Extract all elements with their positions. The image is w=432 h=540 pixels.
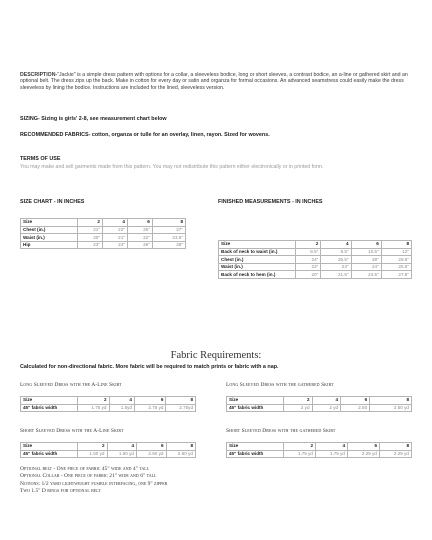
terms-section bbox=[20, 156, 416, 170]
table-cell: 9.5" bbox=[321, 248, 351, 256]
finished-title: FINISHED MEASUREMENTS - IN INCHES bbox=[218, 199, 323, 205]
table-cell: 2.50 yd bbox=[137, 450, 167, 458]
size-chart-table bbox=[20, 218, 186, 249]
row-label: Chest (in.) bbox=[219, 256, 296, 264]
req-table bbox=[20, 442, 196, 458]
req-table-title: Short Sleeved Dress with the gathered Skirt bbox=[226, 428, 336, 434]
description-text: "Jackie" is a simple dress pattern with options for a collar, a sleeveless bodice, long or short sleeves, a contrast bodice, an a-line or gathered skirt and an optional belt. The dress zips up the back. Make in cotton for every day or satin and organza for formal occasions. An advanced seamstress could easily make the dress sleeveless by lining the bodice. Instructions are included for the lined, sleeveless version. bbox=[20, 72, 408, 91]
header-cell: 6 bbox=[134, 397, 166, 405]
table-cell: 20" bbox=[296, 271, 321, 279]
header-cell: 6 bbox=[351, 241, 381, 249]
description-section bbox=[20, 72, 416, 91]
size-chart-title: SIZE CHART - IN INCHES bbox=[20, 199, 85, 205]
header-cell: 2 bbox=[284, 397, 313, 405]
header-cell: 4 bbox=[321, 241, 351, 249]
table-row bbox=[219, 271, 412, 279]
list-item: Two 1.5" D rings for optional belt bbox=[20, 487, 101, 494]
req-table-title: Short Sleeved Dress with the A-Line Skirt bbox=[20, 428, 124, 434]
table-cell: 1.5yd bbox=[109, 404, 134, 412]
row-label: Back of neck to waist (in.) bbox=[219, 248, 296, 256]
header-cell: 2 bbox=[78, 397, 110, 405]
table-cell: 10.5" bbox=[351, 248, 381, 256]
header-cell: Size bbox=[21, 397, 78, 405]
table-cell: 21" bbox=[102, 234, 127, 242]
table-cell: 22" bbox=[296, 263, 321, 271]
header-cell: 2 bbox=[78, 219, 103, 227]
table-cell: 2.25 yd bbox=[348, 450, 380, 458]
table-cell: 28" bbox=[152, 241, 185, 249]
table-cell: 2.50 bbox=[341, 404, 370, 412]
row-label: Hip bbox=[21, 241, 78, 249]
table-cell: 24" bbox=[102, 241, 127, 249]
table-row bbox=[21, 241, 186, 249]
table-cell: 1.50 yd bbox=[107, 450, 137, 458]
header-cell: Size bbox=[21, 443, 78, 451]
header-cell: Size bbox=[227, 397, 284, 405]
header-cell: 4 bbox=[312, 397, 341, 405]
list-item: Optional belt - One piece of fabric 45" wide and 4" tall bbox=[20, 466, 150, 472]
finished-table bbox=[218, 240, 412, 279]
header-cell: 8 bbox=[381, 241, 411, 249]
header-cell: 4 bbox=[109, 397, 134, 405]
req-table bbox=[20, 396, 196, 412]
table-cell: 24.5" bbox=[351, 271, 381, 279]
notes-list bbox=[20, 466, 320, 495]
description-label: DESCRIPTION- bbox=[20, 72, 58, 78]
fabric-req-subtitle: Calculated for non-directional fabric. More fabric will be required to match prints or fabric with a nap. bbox=[20, 364, 279, 370]
table-cell: 1.75 yd bbox=[284, 450, 316, 458]
header-cell: Size bbox=[21, 219, 78, 227]
table-cell: 2.50 yd bbox=[370, 404, 412, 412]
header-cell: Size bbox=[227, 443, 284, 451]
table-row bbox=[219, 256, 412, 264]
header-cell: 2 bbox=[284, 443, 316, 451]
table-cell: 2.50 yd bbox=[166, 450, 196, 458]
header-cell: 6 bbox=[348, 443, 380, 451]
table-cell: 1.75 yd bbox=[316, 450, 348, 458]
sizing-paragraph bbox=[20, 116, 416, 122]
req-table bbox=[226, 442, 412, 458]
terms-heading: TERMS OF USE bbox=[20, 156, 61, 162]
sizing-section bbox=[20, 116, 416, 122]
header-cell: 8 bbox=[370, 397, 412, 405]
table-cell: 21.5" bbox=[321, 271, 351, 279]
table-header-row bbox=[21, 443, 196, 451]
table-header-row bbox=[227, 397, 412, 405]
table-cell: 22" bbox=[102, 226, 127, 234]
row-label: Waist (in.) bbox=[219, 263, 296, 271]
table-cell: 25.5" bbox=[381, 263, 411, 271]
table-cell: 2 yd bbox=[284, 404, 313, 412]
table-cell: 24" bbox=[296, 256, 321, 264]
header-cell: 8 bbox=[152, 219, 185, 227]
table-row bbox=[21, 226, 186, 234]
table-header-row bbox=[21, 219, 186, 227]
table-cell: 24" bbox=[351, 263, 381, 271]
table-header-row bbox=[21, 397, 196, 405]
table-cell: 1.75 yd bbox=[78, 404, 110, 412]
table-cell: 20" bbox=[78, 234, 103, 242]
header-cell: 2 bbox=[78, 443, 108, 451]
row-label: Chest (in.) bbox=[21, 226, 78, 234]
fabrics-text: cotton, organza or tulle for an overlay, linen, rayon. Sized for wovens. bbox=[91, 132, 270, 138]
table-cell: 27.5" bbox=[381, 271, 411, 279]
table-cell: 25" bbox=[127, 226, 152, 234]
header-cell: 2 bbox=[296, 241, 321, 249]
fabric-req-title: Fabric Requirements: bbox=[170, 350, 262, 361]
table-row bbox=[219, 263, 412, 271]
list-item: Notions: 1/2 yard lightweight fusible interfacing, one 9" zipper bbox=[20, 480, 168, 487]
table-row bbox=[227, 450, 412, 458]
sizing-text: Sizing is girls' 2-8, see measurement chart below bbox=[41, 116, 167, 122]
header-cell: Size bbox=[219, 241, 296, 249]
table-header-row bbox=[219, 241, 412, 249]
table-cell: 23" bbox=[321, 263, 351, 271]
header-cell: 6 bbox=[137, 443, 167, 451]
fabrics-paragraph bbox=[20, 132, 416, 138]
table-cell: 23.5" bbox=[152, 234, 185, 242]
row-label: 45" fabric width bbox=[21, 450, 78, 458]
table-cell: 22" bbox=[127, 234, 152, 242]
row-label: 45" fabric width bbox=[227, 450, 284, 458]
table-cell: 28" bbox=[351, 256, 381, 264]
req-table-title: Long Sleeved Dress with the gathered Skirt bbox=[226, 382, 334, 388]
table-cell: 27" bbox=[152, 226, 185, 234]
description-paragraph bbox=[20, 72, 416, 91]
table-cell: 2.75yd bbox=[166, 404, 196, 412]
table-row bbox=[219, 248, 412, 256]
sizing-label: SIZING- bbox=[20, 116, 40, 122]
table-header-row bbox=[227, 443, 412, 451]
header-cell: 8 bbox=[166, 443, 196, 451]
terms-text: You may make and sell garments made from this pattern. You may not redistribute this pattern either electronically or in printed form. bbox=[20, 164, 324, 170]
fabrics-label: RECOMMENDED FABRICS- bbox=[20, 132, 91, 138]
table-cell: 2 yd bbox=[312, 404, 341, 412]
table-cell: 2.25 yd bbox=[380, 450, 412, 458]
row-label: Back of neck to hem (in.) bbox=[219, 271, 296, 279]
table-row bbox=[21, 450, 196, 458]
list-item: Optional Collar - One piece of fabric 21" wide and 6" tall bbox=[20, 473, 157, 480]
row-label: 45" fabric width bbox=[227, 404, 284, 412]
header-cell: 6 bbox=[341, 397, 370, 405]
table-row bbox=[227, 404, 412, 412]
table-cell: 1.50 yd bbox=[78, 450, 108, 458]
header-cell: 6 bbox=[127, 219, 152, 227]
req-table bbox=[226, 396, 412, 412]
table-row bbox=[21, 234, 186, 242]
header-cell: 4 bbox=[107, 443, 137, 451]
table-cell: 2.75 yd bbox=[134, 404, 166, 412]
table-cell: 23" bbox=[78, 241, 103, 249]
header-cell: 8 bbox=[380, 443, 412, 451]
fabrics-section bbox=[20, 132, 416, 138]
table-cell: 25.5" bbox=[321, 256, 351, 264]
table-cell: 26" bbox=[127, 241, 152, 249]
table-cell: 21" bbox=[78, 226, 103, 234]
header-cell: 4 bbox=[316, 443, 348, 451]
table-cell: 12" bbox=[381, 248, 411, 256]
header-cell: 8 bbox=[166, 397, 196, 405]
table-cell: 29.5" bbox=[381, 256, 411, 264]
row-label: 45" fabric width bbox=[21, 404, 78, 412]
req-table-title: Long Sleeved Dress with the A-Line Skirt bbox=[20, 382, 122, 388]
table-cell: 8.5" bbox=[296, 248, 321, 256]
row-label: Waist (in.) bbox=[21, 234, 78, 242]
header-cell: 4 bbox=[102, 219, 127, 227]
table-row bbox=[21, 404, 196, 412]
